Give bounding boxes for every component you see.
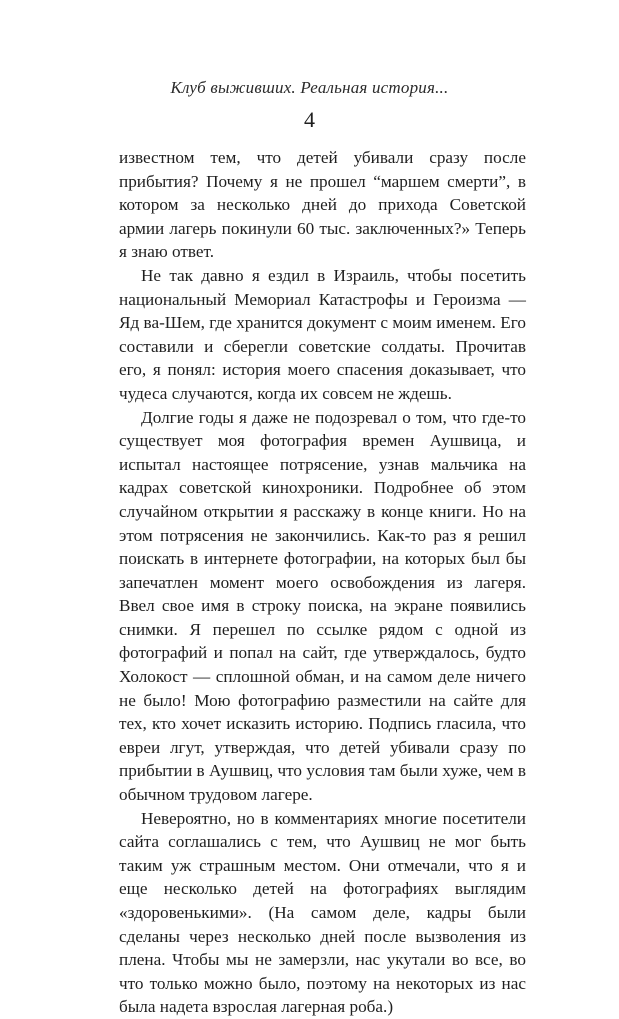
paragraph-continuation: известном тем, что детей убивали сразу после прибытия? Почему я не прошел “маршем смерти”, в котором за несколько дней до прихода Советской армии лагерь покинули 60 тыс. заключенных?» Теперь я знаю ответ. [119,148,526,262]
running-header: Клуб выживших. Реальная история... [170,78,449,97]
page-number: 4 [304,107,315,132]
paragraph: Не так давно я ездил в Израиль, чтобы посетить национальный Мемориал Катастрофы и Героизма — Яд ва-Шем, где хранится документ с моим именем. Его составили и сберегли советские солдаты. Прочитав его, я понял: история моего спасения доказывает, что чудеса случаются, когда их совсем не ждешь. [119,265,526,403]
paragraph: Долгие годы я даже не подозревал о том, что где-то существует моя фотография времен Аушвица, и испытал настоящее потрясение, узнав мальчика на кадрах советской кинохроники. Подробнее об этом случайном открытии я расскажу в конце книги. Но на этом потрясения не закончились. Как-то раз я решил поискать в интернете фотографии, на которых был бы запечатлен момент моего освобождения из лагеря. Ввел свое имя в строку поиска, на экране появились снимки. Я перешел по ссылке рядом с одной из фотографий и попал на сайт, где утверждалось, будто Холокост — сплошной обман, и на самом деле ничего не было! Мою фотографию разместили на сайте для тех, кто хочет исказить историю. Подпись гласила, что евреи лгут, утверждая, что детей убивали сразу по прибытии в Аушвиц, что условия там были хуже, чем в обычном трудовом лагере. [119,407,526,805]
paragraph: Невероятно, но в комментариях многие посетители сайта соглашались с тем, что Аушвиц не мог быть таким уж страшным местом. Они отмечали, что я и еще несколько детей на фотографиях выглядим «здоровенькими». (На самом деле, кадры были сделаны через несколько дней после вызволения из плена. Чтобы мы не замерзли, нас укутали во все, во что только можно было, поэтому на некоторых из нас была надета взрослая лагерная роба.) [119,808,526,1017]
body-text [119,146,526,1019]
